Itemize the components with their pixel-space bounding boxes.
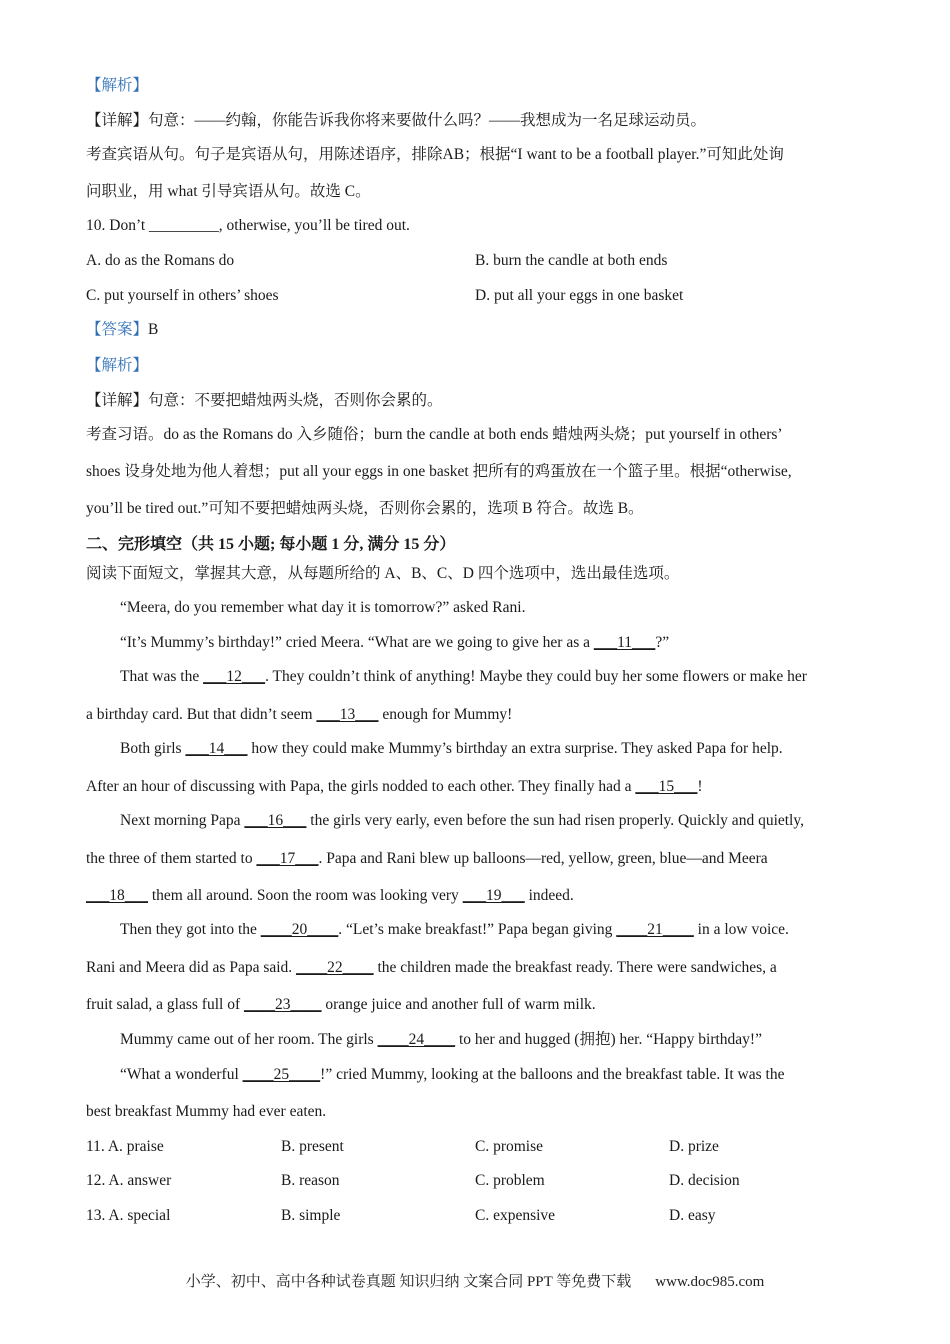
- q10-option-d: D. put all your eggs in one basket: [475, 287, 684, 304]
- blank-21: ____21____: [616, 921, 694, 938]
- blank-25: ____25____: [242, 1066, 321, 1083]
- q10-option-a: A. do as the Romans do: [86, 252, 235, 269]
- blank-23: ____23____: [243, 996, 322, 1013]
- passage-line: Mummy came out of her room. The girls ____24____ to her and hugged (拥抱) her. “Happy birthday!”: [120, 1031, 762, 1048]
- q11-option-a: 11. A. praise: [86, 1138, 164, 1155]
- q10-option-b: B. burn the candle at both ends: [475, 252, 668, 269]
- passage-line: Next morning Papa ___16___ the girls very early, even before the sun had risen properly. Quickly and quietly,: [120, 812, 804, 829]
- blank-14: ___14___: [185, 740, 248, 757]
- passage-line: fruit salad, a glass full of ____23____ orange juice and another full of warm milk.: [86, 996, 596, 1013]
- q9-detail: [86, 111, 706, 131]
- answer-tag: 【答案】: [86, 321, 149, 338]
- q9-explain-2: 问职业，用 what 引导宾语从句。故选 C。: [86, 183, 371, 200]
- footer-url[interactable]: www.doc985.com: [655, 1274, 765, 1290]
- passage-line: best breakfast Mummy had ever eaten.: [86, 1103, 327, 1120]
- detail-text: 句意：——约翰，你能告诉我你将来要做什么吗？——我想成为一名足球运动员。: [148, 112, 707, 129]
- section-title: 二、完形填空（共 15 小题; 每小题 1 分, 满分 15 分）: [86, 536, 456, 553]
- q12-option-b: B. reason: [281, 1172, 340, 1189]
- q10-analysis-tag: 【解析】: [86, 357, 149, 374]
- passage-line: Then they got into the ____20____. “Let’s make breakfast!” Papa began giving ____21____ in a low voice.: [120, 921, 789, 938]
- q10-stem: 10. Don’t _________, otherwise, you’ll be tired out.: [86, 217, 410, 234]
- blank-13: ___13___: [316, 706, 379, 723]
- blank-18: ___18___: [86, 887, 148, 904]
- q13-option-b: B. simple: [281, 1207, 341, 1224]
- q12-option-d: D. decision: [669, 1172, 740, 1189]
- passage-line: That was the ___12___. They couldn’t think of anything! Maybe they could buy her some flowers or make her: [120, 668, 807, 685]
- q11-option-b: B. present: [281, 1138, 344, 1155]
- q13-option-c: C. expensive: [475, 1207, 556, 1224]
- passage-line: the three of them started to ___17___. Papa and Rani blew up balloons—red, yellow, green, blue—and Meera: [86, 850, 768, 867]
- blank-17: ___17___: [256, 850, 319, 867]
- passage-line: Both girls ___14___ how they could make Mummy’s birthday an extra surprise. They asked Papa for help.: [120, 740, 783, 757]
- q11-option-d: D. prize: [669, 1138, 719, 1155]
- blank-11: ___11___: [593, 634, 656, 651]
- q10-detail: [86, 391, 443, 411]
- q10-option-c: C. put yourself in others’ shoes: [86, 287, 279, 304]
- q13-option-a: 13. A. special: [86, 1207, 171, 1224]
- blank-22: ____22____: [296, 959, 374, 976]
- page-footer: [0, 1270, 950, 1291]
- footer-text: 小学、初中、高中各种试卷真题 知识归纳 文案合同 PPT 等免费下载: [185, 1274, 632, 1290]
- passage-line: Rani and Meera did as Papa said. ____22____ the children made the breakfast ready. There were sandwiches, a: [86, 959, 777, 976]
- blank-24: ____24____: [377, 1031, 456, 1048]
- passage-line: “Meera, do you remember what day it is tomorrow?” asked Rani.: [120, 599, 526, 616]
- passage-line: a birthday card. But that didn’t seem ___13___ enough for Mummy!: [86, 706, 513, 723]
- blank-16: ___16___: [244, 812, 307, 829]
- q9-analysis-tag: 【解析】: [86, 77, 149, 94]
- passage-line: After an hour of discussing with Papa, the girls nodded to each other. They finally had a ___15___!: [86, 778, 703, 795]
- detail-text: 句意：不要把蜡烛两头烧，否则你会累的。: [148, 392, 443, 409]
- blank-19: ___19___: [462, 887, 525, 904]
- blank-20: ____20____: [260, 921, 339, 938]
- q13-option-d: D. easy: [669, 1207, 716, 1224]
- q10-explain-1: 考查习语。do as the Romans do 入乡随俗；burn the candle at both ends 蜡烛两头烧；put yourself in others’: [86, 426, 783, 443]
- q9-explain-1: 考查宾语从句。句子是宾语从句，用陈述语序，排除AB；根据“I want to be a football player.”可知此处询: [86, 146, 784, 163]
- q12-option-c: C. problem: [475, 1172, 545, 1189]
- q10-answer: [86, 320, 158, 340]
- detail-tag: 【详解】: [86, 112, 149, 129]
- blank-12: ___12___: [203, 668, 266, 685]
- answer-value: B: [148, 321, 159, 338]
- q10-explain-2: shoes 设身处地为他人着想；put all your eggs in one basket 把所有的鸡蛋放在一个篮子里。根据“otherwise,: [86, 463, 792, 480]
- passage-line: “What a wonderful ____25____!” cried Mummy, looking at the balloons and the breakfast table. It was the: [120, 1066, 785, 1083]
- detail-tag: 【详解】: [86, 392, 149, 409]
- blank-15: ___15___: [635, 778, 698, 795]
- q11-option-c: C. promise: [475, 1138, 544, 1155]
- passage-line: ___18___ them all around. Soon the room was looking very ___19___ indeed.: [86, 887, 574, 904]
- q12-option-a: 12. A. answer: [86, 1172, 172, 1189]
- q10-explain-3: you’ll be tired out.”可知不要把蜡烛两头烧，否则你会累的，选项 B 符合。故选 B。: [86, 500, 644, 517]
- passage-line: “It’s Mummy’s birthday!” cried Meera. “What are we going to give her as a ___11___?”: [120, 634, 670, 651]
- section-instruction: 阅读下面短文，掌握其大意，从每题所给的 A、B、C、D 四个选项中，选出最佳选项。: [86, 565, 680, 582]
